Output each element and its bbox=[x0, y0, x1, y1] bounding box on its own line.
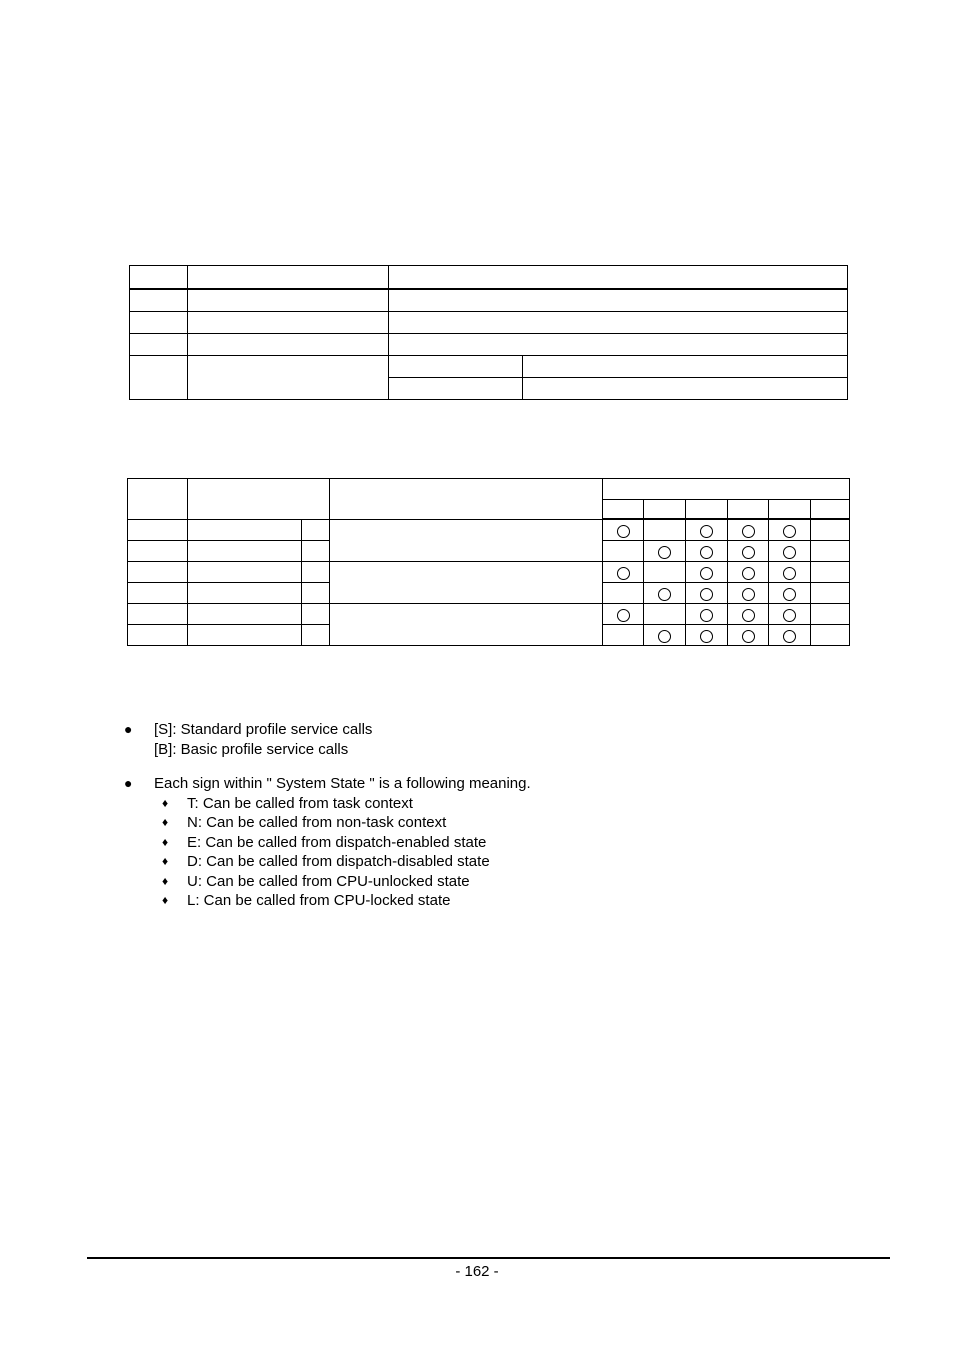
basic-profile-note: [B]: Basic profile service calls bbox=[154, 740, 349, 758]
service-call-table-header bbox=[128, 479, 850, 500]
table-cell bbox=[686, 519, 728, 541]
table-row bbox=[130, 289, 848, 312]
table-cell bbox=[686, 583, 728, 604]
table-cell bbox=[686, 541, 728, 562]
list-item bbox=[124, 720, 824, 759]
table-cell bbox=[686, 500, 728, 520]
table-cell bbox=[644, 500, 686, 520]
table-row bbox=[130, 312, 848, 334]
table-cell bbox=[728, 583, 769, 604]
circle-mark bbox=[783, 588, 796, 601]
circle-mark bbox=[783, 609, 796, 622]
table-cell bbox=[769, 583, 811, 604]
circle-mark bbox=[617, 567, 630, 580]
list-item bbox=[124, 813, 824, 833]
table-cell bbox=[644, 519, 686, 541]
circle-mark bbox=[700, 630, 713, 643]
service-call-table bbox=[127, 478, 850, 646]
circle-mark bbox=[742, 567, 755, 580]
table-cell bbox=[188, 541, 302, 562]
table-cell bbox=[389, 334, 848, 356]
diamond-bullet-icon: ♦ bbox=[162, 815, 169, 829]
circle-mark bbox=[700, 588, 713, 601]
bullet-icon: ● bbox=[124, 721, 133, 737]
table-cell bbox=[128, 479, 188, 520]
table-cell bbox=[130, 334, 188, 356]
table-cell bbox=[728, 500, 769, 520]
table-cell bbox=[188, 625, 302, 646]
table-cell bbox=[769, 604, 811, 625]
circle-mark bbox=[700, 525, 713, 538]
table-cell bbox=[769, 500, 811, 520]
table-cell bbox=[603, 583, 644, 604]
table-cell bbox=[330, 519, 603, 562]
circle-mark bbox=[658, 630, 671, 643]
table-cell bbox=[188, 519, 302, 541]
table-cell bbox=[128, 541, 188, 562]
legend-text: E: Can be called from dispatch-enabled state bbox=[187, 833, 487, 851]
table-cell bbox=[188, 479, 330, 520]
table-cell bbox=[728, 519, 769, 541]
legend-text: D: Can be called from dispatch-disabled state bbox=[187, 853, 490, 870]
table-cell bbox=[130, 312, 188, 334]
table-cell bbox=[603, 541, 644, 562]
table-cell bbox=[128, 625, 188, 646]
table-cell bbox=[330, 562, 603, 604]
table-cell bbox=[389, 378, 523, 400]
circle-mark bbox=[742, 525, 755, 538]
table-cell bbox=[769, 625, 811, 646]
table-cell bbox=[330, 604, 603, 646]
circle-mark bbox=[700, 546, 713, 559]
table-cell bbox=[769, 519, 811, 541]
table-cell bbox=[188, 604, 302, 625]
table-cell bbox=[603, 562, 644, 583]
parameter-table bbox=[129, 265, 848, 400]
list-item bbox=[124, 774, 824, 794]
table-cell bbox=[302, 519, 330, 541]
table-cell bbox=[188, 334, 389, 356]
list-item bbox=[124, 833, 824, 853]
table-cell bbox=[389, 289, 848, 312]
circle-mark bbox=[783, 546, 796, 559]
table-cell bbox=[811, 625, 850, 646]
table-row bbox=[130, 334, 848, 356]
table-cell bbox=[389, 266, 848, 290]
table-cell bbox=[811, 562, 850, 583]
circle-mark bbox=[742, 630, 755, 643]
table-cell bbox=[769, 562, 811, 583]
table-cell bbox=[128, 519, 188, 541]
list-item bbox=[124, 852, 824, 872]
table-cell bbox=[130, 266, 188, 290]
table-cell bbox=[644, 604, 686, 625]
table-cell bbox=[728, 541, 769, 562]
table-row bbox=[130, 356, 848, 378]
diamond-bullet-icon: ♦ bbox=[162, 854, 169, 868]
bullet-icon: ● bbox=[124, 775, 133, 791]
table-cell bbox=[523, 356, 848, 378]
legend-text: L: Can be called from CPU-locked state bbox=[187, 892, 451, 909]
notes-section bbox=[124, 720, 824, 911]
table-cell bbox=[523, 378, 848, 400]
table-cell bbox=[188, 562, 302, 583]
system-state-header bbox=[603, 479, 850, 500]
table-cell bbox=[188, 289, 389, 312]
circle-mark bbox=[658, 546, 671, 559]
table-row bbox=[128, 562, 850, 583]
table-cell bbox=[644, 625, 686, 646]
table-cell bbox=[603, 500, 644, 520]
circle-mark bbox=[742, 546, 755, 559]
table-cell bbox=[644, 562, 686, 583]
table-cell bbox=[603, 519, 644, 541]
table-cell bbox=[130, 356, 188, 400]
table-cell bbox=[188, 356, 389, 400]
table-cell bbox=[811, 604, 850, 625]
table-cell bbox=[188, 266, 389, 290]
table-cell bbox=[686, 625, 728, 646]
table-cell bbox=[811, 500, 850, 520]
table-cell bbox=[769, 541, 811, 562]
table-cell bbox=[128, 583, 188, 604]
table-cell bbox=[811, 519, 850, 541]
table-cell bbox=[302, 604, 330, 625]
table-cell bbox=[302, 541, 330, 562]
page-number: - 162 - bbox=[455, 1263, 499, 1280]
circle-mark bbox=[700, 609, 713, 622]
list-item bbox=[124, 872, 824, 892]
table-cell bbox=[330, 479, 603, 520]
parameter-table-header bbox=[130, 266, 848, 290]
table-cell bbox=[686, 604, 728, 625]
circle-mark bbox=[783, 630, 796, 643]
circle-mark bbox=[617, 609, 630, 622]
legend-text: U: Can be called from CPU-unlocked state bbox=[187, 872, 470, 890]
system-state-legend bbox=[124, 794, 824, 911]
table-cell bbox=[728, 562, 769, 583]
table-cell bbox=[389, 312, 848, 334]
legend-text: T: Can be called from task context bbox=[187, 794, 413, 812]
table-cell bbox=[644, 583, 686, 604]
table-cell bbox=[302, 625, 330, 646]
diamond-bullet-icon: ♦ bbox=[162, 795, 169, 810]
table-cell bbox=[302, 562, 330, 583]
table-cell bbox=[389, 356, 523, 378]
table-cell bbox=[130, 289, 188, 312]
table-cell bbox=[603, 604, 644, 625]
table-cell bbox=[686, 562, 728, 583]
circle-mark bbox=[742, 609, 755, 622]
circle-mark bbox=[742, 588, 755, 601]
table-cell bbox=[644, 541, 686, 562]
table-cell bbox=[302, 583, 330, 604]
table-cell bbox=[811, 583, 850, 604]
table-cell bbox=[728, 625, 769, 646]
table-cell bbox=[603, 625, 644, 646]
table-cell bbox=[128, 562, 188, 583]
system-state-intro: Each sign within " System State " is a following meaning. bbox=[154, 775, 531, 792]
diamond-bullet-icon: ♦ bbox=[162, 893, 169, 907]
circle-mark bbox=[783, 567, 796, 580]
diamond-bullet-icon: ♦ bbox=[162, 834, 169, 849]
circle-mark bbox=[783, 525, 796, 538]
circle-mark bbox=[617, 525, 630, 538]
table-cell bbox=[128, 604, 188, 625]
table-cell bbox=[188, 312, 389, 334]
legend-text: N: Can be called from non-task context bbox=[187, 814, 447, 831]
footer-divider bbox=[87, 1257, 890, 1259]
standard-profile-note: [S]: Standard profile service calls bbox=[154, 721, 373, 738]
table-cell bbox=[811, 541, 850, 562]
table-row bbox=[128, 519, 850, 541]
list-item bbox=[124, 891, 824, 911]
table-cell bbox=[188, 583, 302, 604]
table-cell bbox=[728, 604, 769, 625]
list-item bbox=[124, 794, 824, 814]
diamond-bullet-icon: ♦ bbox=[162, 873, 169, 888]
circle-mark bbox=[658, 588, 671, 601]
table-row bbox=[128, 604, 850, 625]
circle-mark bbox=[700, 567, 713, 580]
